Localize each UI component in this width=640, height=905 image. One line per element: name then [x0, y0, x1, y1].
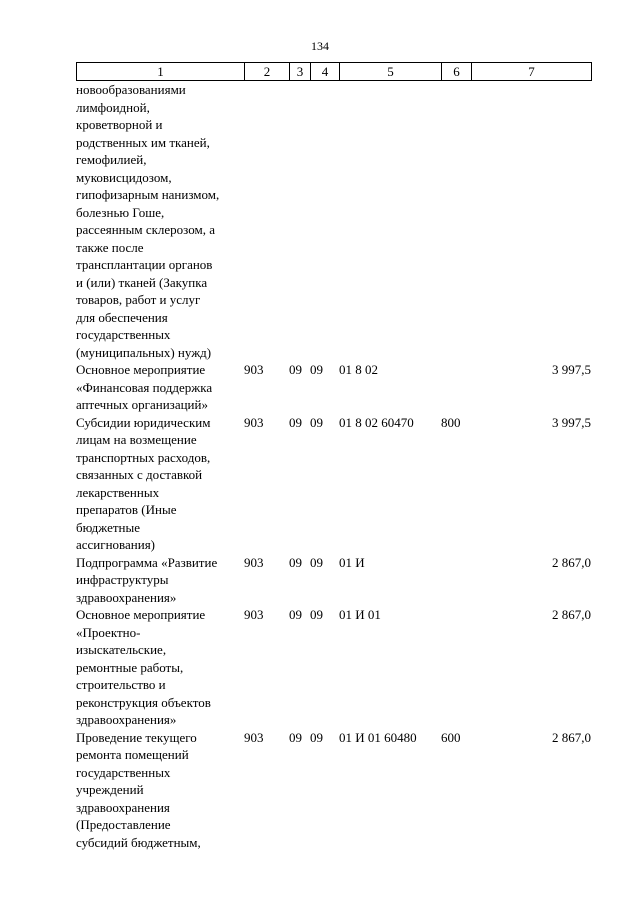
cell-section-code: 09 [289, 607, 302, 622]
cell-section-code: 09 [289, 362, 302, 377]
cell-section-code: 09 [289, 414, 302, 430]
description-line: Проведение текущего [76, 729, 197, 745]
cell-expense-type-code: 600 [441, 729, 461, 745]
description-line: ремонта помещений [76, 747, 189, 762]
column-header-7: 7 [472, 63, 592, 81]
cell-target-article-code: 01 И [339, 554, 365, 570]
description-line: (муниципальных) нужд) [76, 344, 212, 360]
column-header-4: 4 [311, 63, 340, 81]
table-row [76, 81, 591, 361]
description-line: препаратов (Иные [76, 502, 177, 517]
cell-amount: 3 997,5 [552, 362, 591, 377]
cell-ministry-code: 903 [244, 362, 264, 377]
cell-amount: 2 867,0 [552, 729, 591, 745]
table-row [76, 361, 591, 414]
description-line: реконструкция объектов [76, 694, 211, 710]
cell-amount: 3 997,5 [552, 414, 591, 430]
description-line: «Проектно- [76, 624, 141, 640]
description-line: Субсидии юридическим [76, 414, 211, 430]
description-line: здравоохранения [76, 799, 170, 815]
cell-target-article-code: 01 И 01 [339, 607, 381, 622]
cell-subsection-code: 09 [310, 607, 323, 622]
budget-table-body [76, 81, 591, 851]
cell-ministry-code: 903 [244, 729, 264, 745]
description-line: лицам на возмещение [76, 432, 197, 447]
description-line: бюджетные [76, 519, 141, 535]
description-line: муковисцидозом, [76, 169, 172, 185]
description-line: инфраструктуры [76, 572, 169, 587]
page-number: 134 [311, 39, 329, 53]
description-line: «Финансовая поддержка [76, 379, 213, 395]
description-line: лимфоидной, [76, 99, 150, 115]
description-line: лекарственных [76, 484, 160, 500]
description-line: также после [76, 239, 144, 255]
description-line: кроветворной и [76, 117, 163, 132]
row-description [76, 361, 244, 414]
table-row [76, 606, 591, 729]
cell-subsection-code: 09 [310, 414, 323, 430]
description-line: изыскательские, [76, 642, 167, 657]
description-line: государственных [76, 764, 171, 780]
description-line: здравоохранения» [76, 589, 177, 605]
cell-amount: 2 867,0 [552, 554, 591, 570]
description-line: и (или) тканей (Закупка [76, 274, 208, 290]
cell-section-code: 09 [289, 554, 302, 570]
description-line: связанных с доставкой [76, 467, 203, 482]
description-line: учреждений [76, 782, 144, 797]
cell-subsection-code: 09 [310, 729, 323, 745]
description-line: строительство и [76, 677, 166, 692]
description-line: Основное мероприятие [76, 362, 206, 377]
description-line: аптечных организаций» [76, 397, 208, 412]
description-line: государственных [76, 327, 171, 342]
description-line: здравоохранения» [76, 712, 177, 727]
description-line: родственных им тканей, [76, 134, 210, 150]
row-description [76, 554, 244, 607]
cell-subsection-code: 09 [310, 362, 323, 377]
cell-subsection-code: 09 [310, 554, 323, 570]
cell-ministry-code: 903 [244, 554, 264, 570]
description-line: гемофилией, [76, 152, 147, 167]
description-line: новообразованиями [76, 82, 186, 97]
cell-target-article-code: 01 8 02 [339, 362, 378, 377]
description-line: рассеянным склерозом, а [76, 222, 215, 237]
row-description [76, 81, 244, 361]
cell-expense-type-code: 800 [441, 414, 461, 430]
description-line: Основное мероприятие [76, 607, 206, 622]
cell-amount: 2 867,0 [552, 607, 591, 622]
row-description [76, 414, 244, 554]
description-line: (Предоставление [76, 817, 171, 832]
description-line: субсидий бюджетным, [76, 834, 201, 850]
cell-ministry-code: 903 [244, 607, 264, 622]
table-row [76, 414, 591, 554]
row-description [76, 729, 244, 852]
row-description [76, 606, 244, 729]
description-line: ремонтные работы, [76, 659, 184, 675]
cell-section-code: 09 [289, 729, 302, 745]
description-line: товаров, работ и услуг [76, 292, 201, 307]
description-line: болезнью Гоше, [76, 204, 165, 220]
column-header-2: 2 [245, 63, 290, 81]
column-header-6: 6 [442, 63, 472, 81]
description-line: Подпрограмма «Развитие [76, 554, 218, 570]
column-header-row [77, 63, 592, 81]
description-line: для обеспечения [76, 309, 168, 325]
column-header-table [76, 62, 592, 81]
cell-target-article-code: 01 8 02 60470 [339, 414, 414, 430]
column-header-3: 3 [290, 63, 311, 81]
description-line: трансплантации органов [76, 257, 213, 272]
cell-ministry-code: 903 [244, 414, 264, 430]
column-header-5: 5 [340, 63, 442, 81]
cell-target-article-code: 01 И 01 60480 [339, 729, 417, 745]
description-line: гипофизарным нанизмом, [76, 187, 220, 202]
table-row [76, 729, 591, 852]
table-row [76, 554, 591, 607]
description-line: ассигнования) [76, 537, 156, 552]
column-header-1: 1 [77, 63, 245, 81]
description-line: транспортных расходов, [76, 449, 211, 465]
